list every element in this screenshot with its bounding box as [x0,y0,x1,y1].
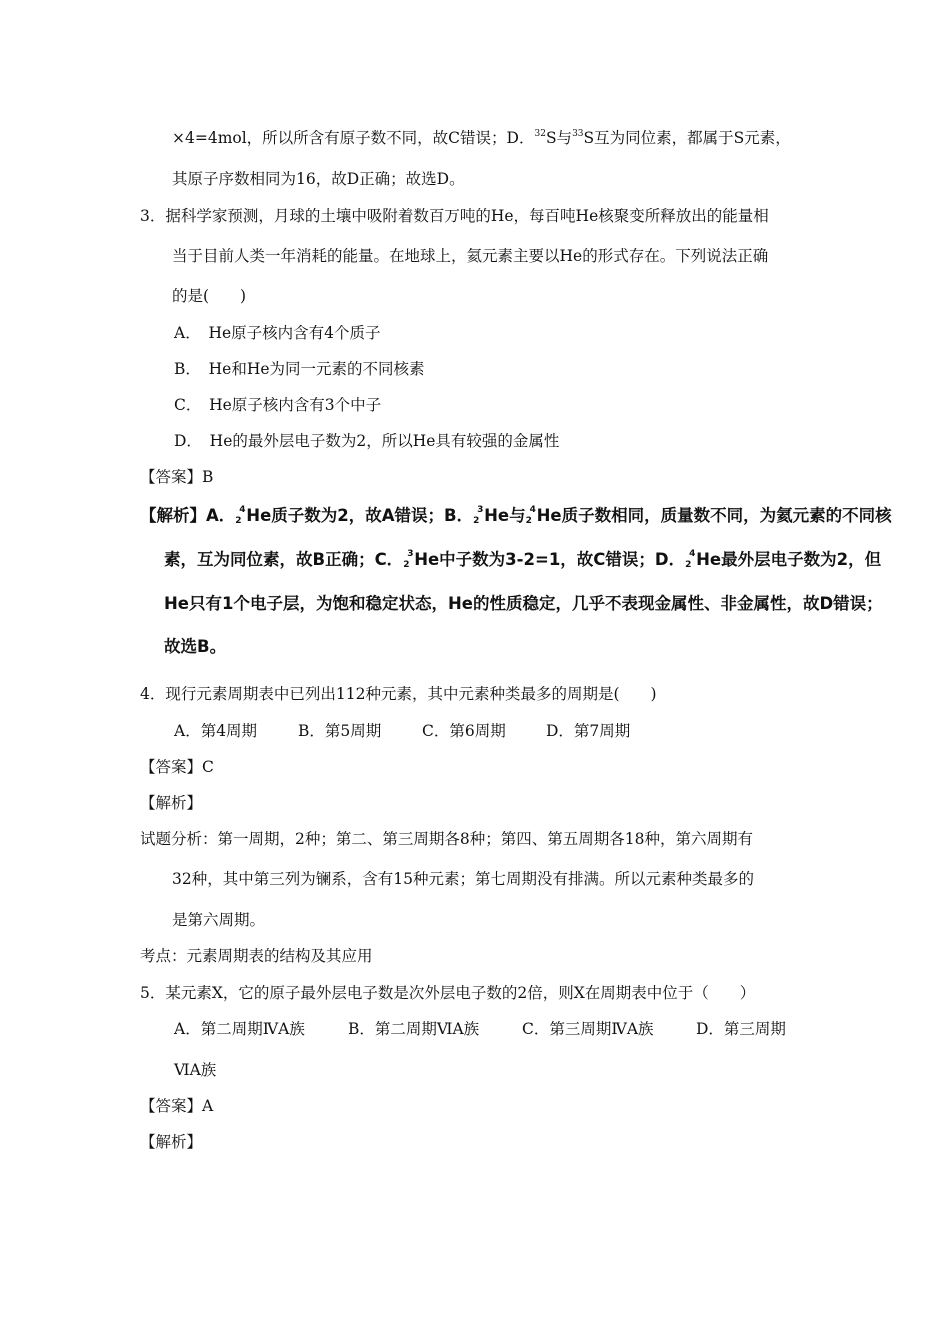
mass-number: 33 [572,129,584,139]
q5-answer: 【答案】A [140,1097,214,1115]
text-segment: He中子数为3-2=1，故C错误；D． [414,550,686,569]
mass-number: 4 [239,505,246,515]
q3-option-a: A． He原子核内含有4个质子 [174,324,381,342]
atomic-number: 2 [473,516,480,526]
q4-analysis-line-2: 32种，其中第三列为镧系，含有15种元素；第七周期没有排满。所以元素种类最多的 [172,870,754,888]
isotope-he3 [403,549,414,570]
q5-option-c: C．第三周期ⅣA族 [522,1020,654,1038]
isotope-he4 [235,505,246,526]
q4-answer: 【答案】C [140,758,214,776]
mass-number: 3 [477,505,484,515]
atomic-number: 2 [235,516,242,526]
q3-explanation-line-3: He只有1个电子层，为饱和稳定状态，He的性质稳定，几乎不表现金属性、非金属性，故D错误； [164,594,883,613]
q5-explanation-label: 【解析】 [140,1133,203,1151]
q5-options [174,1019,786,1039]
isotope-he4 [525,505,537,526]
q3-stem-line-1: 3．据科学家预测，月球的土壤中吸附着数百万吨的He，每百吨He核聚变所释放出的能量相 [140,207,769,225]
text-segment: He与 [484,506,526,525]
mass-number: 4 [529,505,536,515]
text-segment: S与 [545,129,573,147]
text-segment: He质子数相同，质量数不同，为氦元素的不同核 [536,506,892,525]
prev-explanation-line-2: 其原子序数相同为16，故D正确；故选D。 [172,170,465,188]
q4-option-c: C．第6周期 [422,722,506,740]
q4-options [174,721,630,741]
explanation-label: 【解析】A． [140,506,236,525]
text-segment: He质子数为2，故A错误；B． [246,506,474,525]
q4-option-a: A．第4周期 [174,722,258,740]
q3-option-c: C． He原子核内含有3个中子 [174,396,382,414]
atomic-number: 2 [685,560,692,570]
q3-option-b: B． He和He为同一元素的不同核素 [174,360,425,378]
q5-stem: 5．某元素X，它的原子最外层电子数是次外层电子数的2倍，则X在周期表中位于（ ） [140,984,756,1002]
text-segment: ×4=4mol，所以所含有原子数不同，故C错误；D． [172,129,535,147]
isotope-he3 [473,505,484,526]
mass-number: 4 [689,549,696,559]
q4-explanation-label: 【解析】 [140,794,203,812]
q3-explanation-line-4: 故选B。 [164,637,227,656]
q4-test-point: 考点：元素周期表的结构及其应用 [140,947,373,965]
text-segment: 素，互为同位素，故B正确；C． [164,550,404,569]
q3-explanation-line-1 [140,506,892,526]
q5-option-d: D．第三周期 [696,1020,786,1038]
isotope-he4 [685,549,696,570]
q4-analysis-line-3: 是第六周期。 [172,911,266,929]
q5-option-b: B．第二周期ⅥA族 [348,1020,480,1038]
q4-option-b: B．第5周期 [298,722,382,740]
q4-option-d: D．第7周期 [546,722,631,740]
q3-stem-line-3: 的是( ) [172,287,247,305]
text-segment: S互为同位素，都属于S元素， [583,129,791,147]
q3-stem-line-2: 当于目前人类一年消耗的能量。在地球上，氦元素主要以He的形式存在。下列说法正确 [172,247,769,265]
q3-answer: 【答案】B [140,468,214,486]
q3-option-d: D． He的最外层电子数为2，所以He具有较强的金属性 [174,432,560,450]
q5-option-d-wrap: ⅥA族 [174,1061,217,1079]
q3-explanation-line-2 [164,550,881,570]
q4-stem: 4．现行元素周期表中已列出112种元素，其中元素种类最多的周期是( ) [140,685,657,703]
mass-number: 3 [407,549,414,559]
q4-analysis-line-1: 试题分析：第一周期，2种；第二、第三周期各8种；第四、第五周期各18种，第六周期有 [140,830,753,848]
mass-number: 32 [534,129,546,139]
atomic-number: 2 [525,516,532,526]
q5-option-a: A．第二周期ⅣA族 [174,1020,305,1038]
text-segment: He最外层电子数为2，但 [696,550,882,569]
prev-explanation-line-1 [172,128,791,148]
atomic-number: 2 [403,560,410,570]
